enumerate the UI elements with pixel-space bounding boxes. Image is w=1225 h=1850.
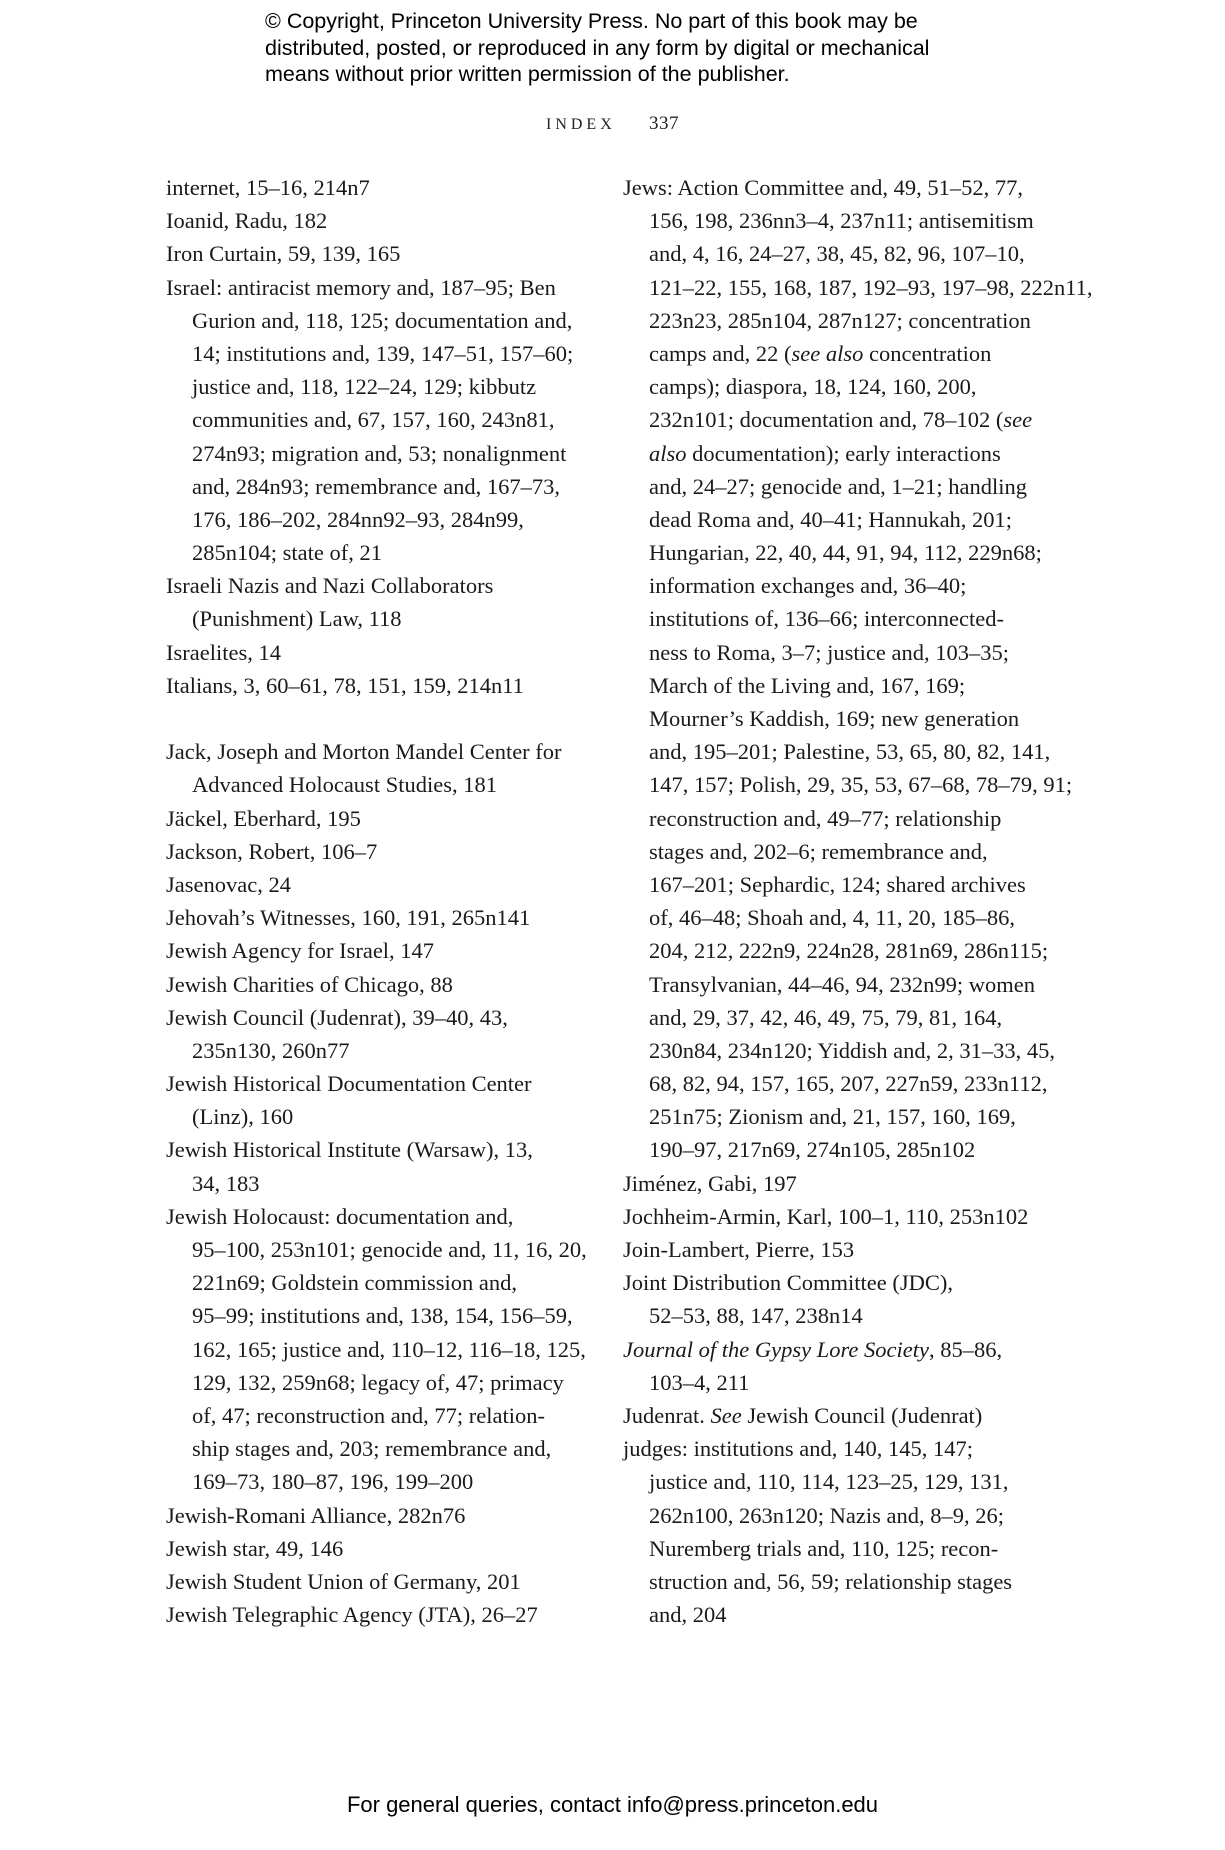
entry-text: Jewish Council (Judenrat) <box>741 1402 983 1428</box>
index-entry-continuation <box>166 304 586 337</box>
entry-text: Iron Curtain, 59, 139, 165 <box>166 241 401 267</box>
entry-text: 169–73, 180–87, 196, 199–200 <box>192 1469 474 1495</box>
entry-text: Israeli Nazis and Nazi Collaborators <box>166 573 494 599</box>
index-entry <box>166 735 586 768</box>
index-entry-continuation <box>166 768 586 801</box>
index-entry-continuation <box>623 735 1051 768</box>
entry-text: Nuremberg trials and, 110, 125; recon- <box>649 1535 999 1561</box>
entry-text: Jewish Historical Documentation Center <box>166 1071 532 1097</box>
entry-text: dead Roma and, 40–41; Hannukah, 201; <box>649 506 1013 532</box>
entry-text: struction and, 56, 59; relationship stages <box>649 1568 1013 1594</box>
entry-text: Jewish star, 49, 146 <box>166 1535 344 1561</box>
index-entry-continuation <box>623 968 1043 1001</box>
index-entry <box>623 1399 1043 1432</box>
entry-text: and, 29, 37, 42, 46, 49, 75, 79, 81, 164, <box>649 1004 1003 1030</box>
entry-text: Ioanid, Radu, 182 <box>166 208 328 234</box>
index-entry-continuation <box>623 868 1043 901</box>
copyright-line: means without prior written permission of the publisher. <box>265 62 790 86</box>
index-entry-continuation <box>623 1100 1043 1133</box>
index-entry <box>166 868 586 901</box>
entry-text: of, 47; reconstruction and, 77; relation- <box>192 1402 546 1428</box>
index-entry-continuation <box>166 1465 586 1498</box>
entry-text: 121–22, 155, 168, 187, 192–93, 197–98, 222n11, <box>649 274 1093 300</box>
index-entry-continuation <box>623 569 1043 602</box>
copyright-line: distributed, posted, or reproduced in any form by digital or mechanical <box>265 35 930 60</box>
italic-text: see also <box>791 340 864 366</box>
index-entry-continuation <box>623 1299 1043 1332</box>
index-entry-continuation <box>623 669 1043 702</box>
index-entry-continuation <box>166 1399 586 1432</box>
entry-text: 95–99; institutions and, 138, 154, 156–59, <box>192 1303 573 1329</box>
entry-text: Hungarian, 22, 40, 44, 91, 94, 112, 229n68; <box>649 540 1042 566</box>
entry-text: institutions of, 136–66; interconnected- <box>649 606 1004 632</box>
index-entry-continuation <box>623 1532 1043 1565</box>
index-entry-continuation <box>623 370 1043 403</box>
entry-text: and, 284n93; remembrance and, 167–73, <box>192 473 561 499</box>
entry-text: and, 204 <box>649 1602 727 1628</box>
index-entry-continuation <box>623 602 1043 635</box>
index-entry <box>623 1233 1043 1266</box>
running-head <box>0 113 1225 135</box>
index-entry-continuation <box>166 602 586 635</box>
entry-text: internet, 15–16, 214n7 <box>166 175 370 200</box>
entry-text: 221n69; Goldstein commission and, <box>192 1270 517 1296</box>
italic-text: See <box>710 1402 742 1428</box>
entry-text: stages and, 202–6; remembrance and, <box>649 838 988 864</box>
index-entry-continuation <box>166 1432 586 1465</box>
page-number: 337 <box>649 113 679 134</box>
entry-text: 274n93; migration and, 53; nonalignment <box>192 440 567 466</box>
entry-text: (Punishment) Law, 118 <box>192 606 402 632</box>
entry-text: Joint Distribution Committee (JDC), <box>623 1270 953 1296</box>
entry-text: 204, 212, 222n9, 224n28, 281n69, 286n115; <box>649 938 1049 964</box>
italic-text: see <box>1003 407 1033 433</box>
entry-text: Jewish Historical Institute (Warsaw), 13, <box>166 1137 533 1163</box>
index-entry-continuation <box>166 1333 586 1366</box>
index-entry <box>166 271 586 304</box>
entry-text: Jäckel, Eberhard, 195 <box>166 805 361 831</box>
index-entry-continuation <box>623 1565 1043 1598</box>
index-entry-continuation <box>166 1233 586 1266</box>
entry-text: concentration <box>863 340 992 366</box>
index-entry-continuation <box>623 237 1043 270</box>
entry-text: Jackson, Robert, 106–7 <box>166 838 378 864</box>
index-entry-continuation <box>623 835 1043 868</box>
entry-text: Italians, 3, 60–61, 78, 151, 159, 214n11 <box>166 672 524 698</box>
index-entry-continuation <box>623 901 1043 934</box>
index-entry <box>166 968 586 1001</box>
index-entry-continuation <box>623 934 1049 967</box>
index-entry <box>623 1333 1043 1366</box>
entry-text: 176, 186–202, 284nn92–93, 284n99, <box>192 506 524 532</box>
entry-text: camps and, 22 ( <box>649 340 792 366</box>
italic-text: also <box>649 440 687 466</box>
entry-text: Jewish Student Union of Germany, 201 <box>166 1568 521 1594</box>
footer-contact: For general queries, contact info@press.princeton.edu <box>346 1792 879 1817</box>
index-column-right <box>623 171 1093 1631</box>
index-entry <box>166 934 586 967</box>
index-entry <box>623 1200 1043 1233</box>
entry-text: Jewish Charities of Chicago, 88 <box>166 971 453 997</box>
index-entry <box>166 204 586 237</box>
entry-text: (Linz), 160 <box>192 1104 294 1130</box>
index-entry-continuation <box>166 1034 586 1067</box>
copyright-line: © Copyright, Princeton University Press. No part of this book may be <box>265 9 918 33</box>
index-entry <box>166 1499 586 1532</box>
entry-text: 167–201; Sephardic, 124; shared archives <box>649 871 1026 897</box>
entry-text: 232n101; documentation and, 78–102 ( <box>649 407 1004 433</box>
entry-text: camps); diaspora, 18, 124, 160, 200, <box>649 374 977 400</box>
index-entry-continuation <box>166 470 586 503</box>
index-entry <box>166 835 586 868</box>
entry-text: information exchanges and, 36–40; <box>649 573 967 599</box>
index-entry-continuation <box>623 1001 1043 1034</box>
entry-text: Israelites, 14 <box>166 639 281 665</box>
index-entry-continuation <box>623 337 1043 370</box>
index-entry <box>166 1565 586 1598</box>
index-entry <box>166 1532 586 1565</box>
entry-text: 251n75; Zionism and, 21, 157, 160, 169, <box>649 1104 1016 1130</box>
entry-text: 103–4, 211 <box>649 1369 750 1395</box>
entry-text: ship stages and, 203; remembrance and, <box>192 1436 552 1462</box>
entry-text: 235n130, 260n77 <box>192 1037 350 1063</box>
index-entry-continuation <box>166 337 586 370</box>
index-entry-continuation <box>166 536 586 569</box>
entry-text: Jews: Action Committee and, 49, 51–52, 77, <box>623 175 1023 200</box>
entry-text: Jewish-Romani Alliance, 282n76 <box>166 1502 466 1528</box>
entry-text: 162, 165; justice and, 110–12, 116–18, 125, <box>192 1336 586 1362</box>
entry-text: 34, 183 <box>192 1170 260 1196</box>
index-entry <box>166 1598 586 1631</box>
entry-text: , 85–86, <box>928 1336 1003 1362</box>
index-entry-continuation <box>166 437 586 470</box>
index-entry <box>166 1133 586 1166</box>
entry-text: Jewish Holocaust: documentation and, <box>166 1203 514 1229</box>
index-entry-continuation <box>166 1100 586 1133</box>
entry-text: 95–100, 253n101; genocide and, 11, 16, 20, <box>192 1237 587 1262</box>
index-entry-continuation <box>166 503 586 536</box>
index-entry <box>623 1432 1043 1465</box>
entry-text: Israel: antiracist memory and, 187–95; Ben <box>166 274 556 300</box>
entry-text: communities and, 67, 157, 160, 243n81, <box>192 407 555 433</box>
entry-text: ness to Roma, 3–7; justice and, 103–35; <box>649 639 1009 665</box>
index-entry-continuation <box>623 768 1073 801</box>
entry-text: Jewish Council (Judenrat), 39–40, 43, <box>166 1004 508 1030</box>
index-entry-continuation <box>623 403 1043 436</box>
index-entry <box>166 237 586 270</box>
index-entry-continuation <box>623 636 1043 669</box>
entry-text: justice and, 110, 114, 123–25, 129, 131, <box>649 1469 1009 1495</box>
index-entry <box>166 901 586 934</box>
index-entry-continuation <box>623 204 1043 237</box>
index-entry-continuation <box>623 1598 1043 1631</box>
entry-text: Jehovah’s Witnesses, 160, 191, 265n141 <box>166 905 531 931</box>
index-entry-continuation <box>166 1266 586 1299</box>
entry-text: Jack, Joseph and Morton Mandel Center for <box>166 739 562 765</box>
index-entry-continuation <box>166 1366 586 1399</box>
copyright-notice <box>265 8 1025 88</box>
entry-text: 230n84, 234n120; Yiddish and, 2, 31–33, 45, <box>649 1037 1056 1063</box>
index-entry <box>623 1167 1043 1200</box>
entry-text: and, 24–27; genocide and, 1–21; handling <box>649 473 1028 499</box>
index-entry <box>166 669 586 702</box>
index-entry-continuation <box>623 702 1043 735</box>
index-entry-continuation <box>166 1167 586 1200</box>
entry-text: 68, 82, 94, 157, 165, 207, 227n59, 233n112, <box>649 1071 1048 1097</box>
entry-text: 156, 198, 236nn3–4, 237n11; antisemitism <box>649 208 1034 234</box>
index-entry-continuation <box>623 1366 1043 1399</box>
index-entry-continuation <box>623 802 1043 835</box>
entry-text: March of the Living and, 167, 169; <box>649 672 966 698</box>
entry-text: and, 4, 16, 24–27, 38, 45, 82, 96, 107–10, <box>649 241 1025 267</box>
entry-text: and, 195–201; Palestine, 53, 65, 80, 82, 141, <box>649 739 1051 765</box>
entry-text: Mourner’s Kaddish, 169; new generation <box>649 706 1020 731</box>
entry-text: Advanced Holocaust Studies, 181 <box>192 772 497 798</box>
index-entry <box>623 1266 1043 1299</box>
entry-text: Judenrat. <box>623 1402 711 1428</box>
entry-text: 147, 157; Polish, 29, 35, 53, 67–68, 78–79, 91; <box>649 772 1073 798</box>
index-entry-continuation <box>623 470 1043 503</box>
index-entry-continuation <box>166 1299 586 1332</box>
index-entry-continuation <box>623 1034 1056 1067</box>
index-column-left <box>166 171 586 1631</box>
entry-text: Jewish Telegraphic Agency (JTA), 26–27 <box>166 1602 538 1628</box>
entry-text: Jasenovac, 24 <box>166 871 291 897</box>
entry-text: of, 46–48; Shoah and, 4, 11, 20, 185–86, <box>649 905 1016 931</box>
index-entry <box>623 171 1043 204</box>
index-entry-continuation <box>166 403 586 436</box>
entry-text: reconstruction and, 49–77; relationship <box>649 805 1002 831</box>
index-entry-continuation <box>623 536 1043 569</box>
index-entry-continuation <box>623 1067 1048 1100</box>
running-head-title: INDEX <box>545 116 616 133</box>
entry-text: 14; institutions and, 139, 147–51, 157–60; <box>192 340 574 366</box>
entry-text: justice and, 118, 122–24, 129; kibbutz <box>192 374 537 400</box>
entry-text: Join-Lambert, Pierre, 153 <box>623 1237 855 1262</box>
index-entry <box>166 636 586 669</box>
index-entry-continuation <box>623 1499 1043 1532</box>
entry-text: judges: institutions and, 140, 145, 147; <box>623 1436 974 1462</box>
entry-text: Jewish Agency for Israel, 147 <box>166 938 435 964</box>
entry-text: Transylvanian, 44–46, 94, 232n99; women <box>649 971 1036 997</box>
index-entry-continuation <box>623 304 1043 337</box>
index-entry <box>166 171 586 204</box>
entry-text: 285n104; state of, 21 <box>192 540 382 566</box>
index-entry-continuation <box>623 1133 1043 1166</box>
index-entry-continuation <box>623 271 1093 304</box>
entry-text: 52–53, 88, 147, 238n14 <box>649 1303 863 1329</box>
entry-text: Gurion and, 118, 125; documentation and, <box>192 307 573 333</box>
entry-text: 129, 132, 259n68; legacy of, 47; primacy <box>192 1369 564 1395</box>
section-gap <box>166 702 586 735</box>
entry-text: 262n100, 263n120; Nazis and, 8–9, 26; <box>649 1502 1004 1528</box>
index-entry <box>166 569 586 602</box>
index-entry-continuation <box>623 437 1043 470</box>
italic-text: Journal of the Gypsy Lore Society <box>623 1336 929 1362</box>
index-entry-continuation <box>623 1465 1043 1498</box>
index-entry <box>166 1067 586 1100</box>
entry-text: Jiménez, Gabi, 197 <box>623 1170 797 1196</box>
index-entry-continuation <box>623 503 1043 536</box>
entry-text: documentation); early interactions <box>686 440 1001 466</box>
index-entry <box>166 802 586 835</box>
entry-text: Jochheim-Armin, Karl, 100–1, 110, 253n102 <box>623 1203 1029 1229</box>
entry-text: 190–97, 217n69, 274n105, 285n102 <box>649 1137 976 1163</box>
entry-text: 223n23, 285n104, 287n127; concentration <box>649 307 1031 333</box>
index-entry-continuation <box>166 370 586 403</box>
index-entry <box>166 1200 586 1233</box>
index-entry <box>166 1001 586 1034</box>
